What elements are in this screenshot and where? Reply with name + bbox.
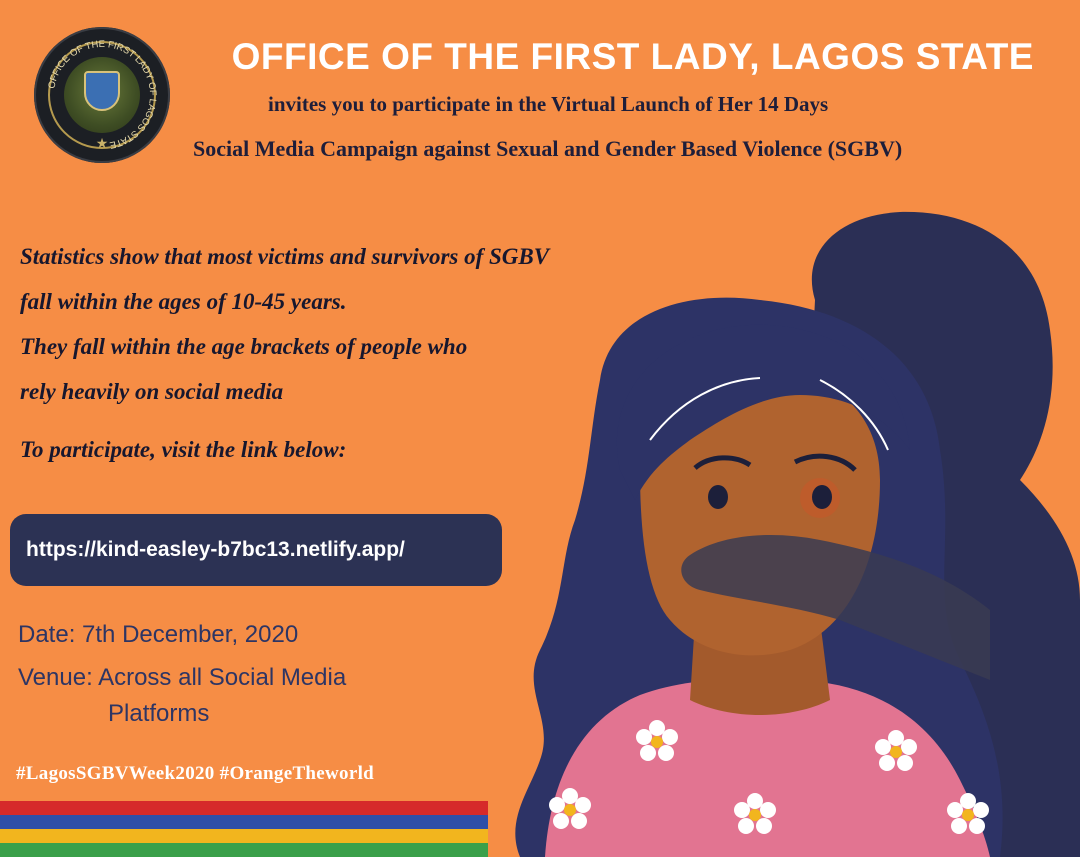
subtitle-line-2: Social Media Campaign against Sexual and Gender Based Violence (SGBV) — [193, 136, 903, 161]
stripe-red — [0, 801, 488, 815]
page-title: OFFICE OF THE FIRST LADY, LAGOS STATE — [231, 36, 1034, 77]
stripe-blue — [0, 815, 488, 829]
event-venue — [18, 660, 346, 732]
event-date: Date: 7th December, 2020 — [18, 621, 299, 648]
stats-line: fall within the ages of 10-45 years. — [20, 289, 347, 314]
campaign-hashtags: #LagosSGBVWeek2020 #OrangeTheworld — [16, 763, 375, 784]
stats-line: rely heavily on social media — [20, 379, 284, 404]
svg-text:OFFICE OF THE FIRST LADY OF LA: OFFICE OF THE FIRST LADY OF LAGOS STATE — [46, 38, 159, 151]
stats-line: Statistics show that most victims and survivors of SGBV — [20, 244, 550, 269]
venue-line-2: Platforms — [108, 700, 210, 727]
participate-instruction: To participate, visit the link below: — [20, 437, 347, 462]
statistics-paragraph — [20, 234, 720, 414]
subtitle-line-1: invites you to participate in the Virtual Launch of Her 14 Days — [268, 92, 829, 116]
stripe-yellow — [0, 829, 488, 843]
stats-line: They fall within the age brackets of people who — [20, 334, 468, 359]
star-icon: ★ — [95, 135, 109, 151]
color-stripes — [0, 801, 488, 857]
venue-line-1: Venue: Across all Social Media — [18, 664, 347, 691]
campaign-link-text[interactable]: https://kind-easley-b7bc13.netlify.app/ — [26, 538, 405, 561]
stripe-green — [0, 843, 488, 857]
campaign-link-button[interactable] — [10, 514, 502, 586]
